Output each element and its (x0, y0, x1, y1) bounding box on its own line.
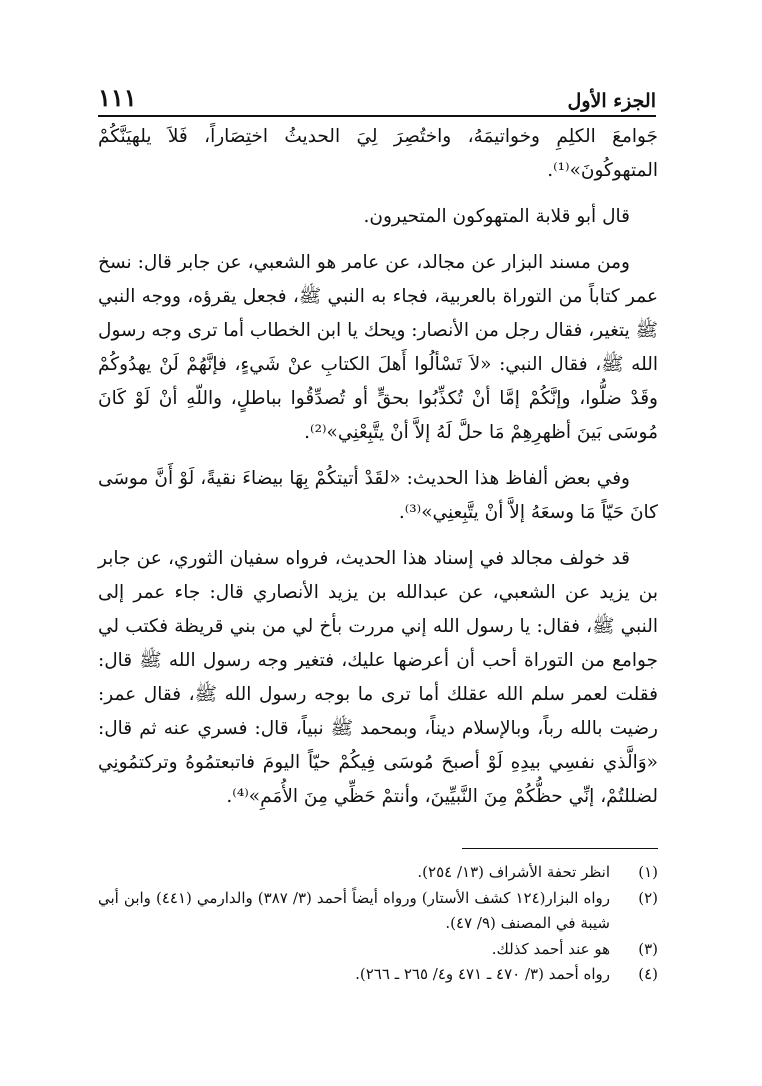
main-text (98, 120, 658, 826)
footnote-text: رواه البزار(١٢٤ كشف الأستار) ورواه أيضاً أحمد (٣/ ٣٨٧) والدارمي (٤٤١) وابن أبي شيبة في المصنف (٩/ ٤٧). (98, 888, 611, 932)
footnote-text: هو عند أحمد كذلك. (491, 939, 610, 958)
footnote-text: رواه أحمد (٣/ ٤٧٠ ـ ٤٧١ و٤/ ٢٦٥ ـ ٢٦٦). (355, 965, 610, 983)
paragraph: ومن مسند البزار عن مجالد، عن عامر هو الشعبي، عن جابر قال: نسخ عمر كتاباً من التوراة بالعربية، فجاء به النبي ﷺ، فجعل يقرؤه، ووجه النبي ﷺ يتغير، فقال رجل من الأنصار: ويحك يا ابن الخطاب أما ترى وجه رسول الله ﷺ، فقال النبي: «لاَ تَسْألُوا أَهلَ الكتابِ عنْ شَيءٍ، فإنَّهُمْ لَنْ يهدُوكُمْ وقَدْ ضلُّوا، وإنَّكُمْ إمَّا أنْ تُكذِّبُوا بحقٍّ أو تُصدِّقُوا بباطلٍ، واللّهِ أنْ لَوْ كَانَ مُوسَى بَينَ أظهرِهِمْ مَا حلَّ لَهُ إلاَّ أنْ يتَّبِعْنِي»⁽²⁾. (98, 252, 658, 443)
footnote (98, 962, 658, 988)
page-header (98, 80, 656, 112)
footnote (98, 937, 658, 963)
paragraph: وفي بعض ألفاظ هذا الحديث: «لقَدْ أتيتكُمْ بِهَا بيضاءَ نقيةً، لَوْ أَنَّ موسَى كانَ حَيّاً مَا وسعَهُ إلاَّ أنْ يتَّبِعنِي»⁽³⁾. (98, 468, 658, 523)
footnote (98, 860, 658, 886)
page-number: ١١١ (98, 83, 137, 112)
header-divider (98, 115, 656, 117)
footnote-number: (٢) (638, 888, 658, 907)
footnote-number: (٣) (638, 939, 658, 958)
paragraph: قال أبو قلابة المتهوكون المتحيرون. (363, 206, 630, 227)
paragraph: جَوامعَ الكلِمِ وخواتيمَهُ، واختُصِرَ لِيَ الحديثُ اختِصَاراً، فَلاَ يلهيَنَّكُمْ المتهوكُونَ»⁽¹⁾. (98, 126, 658, 181)
footnote-number: (١) (638, 863, 658, 881)
footnote-text: انظر تحفة الأشراف (١٣/ ٢٥٤). (417, 863, 610, 881)
footnotes (98, 860, 658, 988)
footnote-number: (٤) (638, 965, 658, 983)
footnote-divider (462, 848, 658, 849)
part-title: الجزء الأول (567, 90, 656, 112)
footnote (98, 886, 658, 937)
paragraph: قد خولف مجالد في إسناد هذا الحديث، فرواه سفيان الثوري، عن جابر بن يزيد عن الشعبي، عن عبدالله بن يزيد الأنصاري قال: جاء عمر إلى النبي ﷺ، فقال: يا رسول الله إني مررت بأخ لي من بني قريظة فكتب لي جوامع من التوراة أحب أن أعرضها عليك، فتغير وجه رسول الله ﷺ قال: فقلت لعمر سلم الله عقلك أما ترى ما بوجه رسول الله ﷺ، فقال عمر: رضيت بالله رباً، وبالإسلام ديناً، وبمحمد ﷺ نبياً، قال: فسري عنه ثم قال: «وَالَّذي نفسِي بيدِهِ لَوْ أصبحَ مُوسَى فِيكُمْ حيّاً اليومَ فاتبعتمُوهُ وتركتمُونِي لضللتُمْ، إنِّي حظُّكُمْ مِنَ النَّبيِّينَ، وأنتمْ حَظِّي مِنَ الأُمَمِ»⁽⁴⁾. (98, 548, 658, 807)
